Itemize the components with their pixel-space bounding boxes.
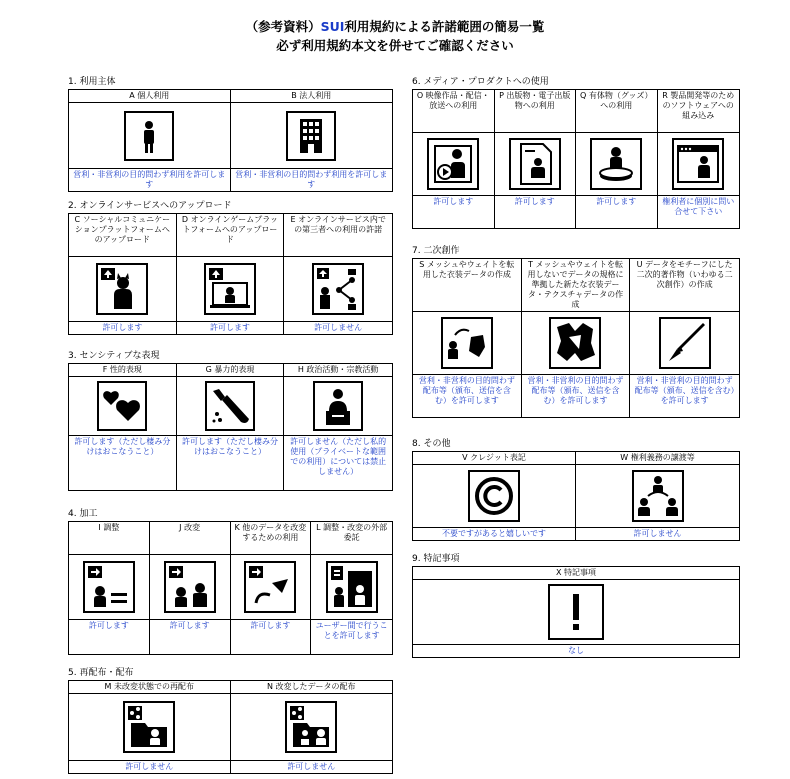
modify-icon xyxy=(150,555,230,620)
item-header: L 調整・改変の外部委託 xyxy=(311,522,392,555)
item-status: 許可しません xyxy=(633,529,682,538)
section-title: 4. 加工 xyxy=(68,509,98,519)
item-header: X 特記事項 xyxy=(413,567,739,580)
item-r xyxy=(658,90,740,228)
page-subtitle: 必ず利用規約本文を併せてご確認ください xyxy=(276,38,514,53)
item-s xyxy=(413,259,522,417)
software-window-icon xyxy=(658,133,740,196)
item-e xyxy=(284,214,392,334)
section-processing xyxy=(68,508,393,655)
item-n xyxy=(231,681,393,773)
section-redistribution xyxy=(68,667,393,774)
publication-icon xyxy=(495,133,576,196)
pen-nib-icon xyxy=(630,312,739,375)
item-status: 営利・非営利の目的問わず配布等（頒布、送信を含む）を許可します xyxy=(418,376,515,405)
section-online-upload xyxy=(68,200,393,335)
item-header: F 性的表現 xyxy=(69,364,176,377)
item-header: U データをモチーフにした二次的著作物（いわゆる二次創作）の作成 xyxy=(630,259,739,312)
item-v xyxy=(413,452,576,540)
item-header: Q 有体物（グッズ）への利用 xyxy=(576,90,657,133)
item-status: 許可します xyxy=(250,621,291,630)
item-status: 許可しません xyxy=(287,762,336,771)
item-status: 営利・非営利の目的問わず配布等（頒布、送信を含む）を許可します xyxy=(527,376,624,405)
section-title: 2. オンラインサービスへのアップロード xyxy=(68,201,232,211)
page-title xyxy=(0,17,790,35)
item-status: 許可しません（ただし私的使用（プライベートな範囲での利用）については禁止しません） xyxy=(290,437,387,476)
item-status: 営利・非営利の目的問わず利用を許可します xyxy=(235,170,388,189)
item-d xyxy=(177,214,285,334)
section-media-products xyxy=(412,76,740,229)
section-title: 9. 特記事項 xyxy=(412,554,460,564)
item-status: 許可します xyxy=(102,323,143,332)
item-header: C ソーシャルコミュニケーションプラットフォームへのアップロード xyxy=(69,214,176,257)
item-t xyxy=(522,259,631,417)
item-status: ユーザー間で行うことを許可します xyxy=(315,621,388,640)
title-suffix: 利用規約による許諾範囲の簡易一覧 xyxy=(344,19,545,34)
item-status: 許可します（ただし棲み分けはおこなうこと） xyxy=(181,437,278,456)
item-status: 許可します xyxy=(169,621,210,630)
item-status: なし xyxy=(568,646,584,655)
section-title: 3. センシティブな表現 xyxy=(68,351,160,361)
section-title: 1. 利用主体 xyxy=(68,77,116,87)
item-header: S メッシュやウェイトを転用した衣装データの作成 xyxy=(413,259,521,312)
outsource-icon xyxy=(311,555,392,620)
speaker-podium-icon xyxy=(284,377,392,436)
figure-goods-icon xyxy=(576,133,657,196)
exclamation-icon xyxy=(413,580,739,645)
item-p xyxy=(495,90,577,228)
item-q xyxy=(576,90,658,228)
item-header: V クレジット表記 xyxy=(413,452,575,465)
item-w xyxy=(576,452,739,540)
item-header: E オンラインサービス内での第三者への利用の許諾 xyxy=(284,214,392,257)
section-title: 6. メディア・プロダクトへの使用 xyxy=(412,77,549,87)
section-title: 5. 再配布・配布 xyxy=(68,668,134,678)
knife-icon xyxy=(177,377,284,436)
item-status: 許可します xyxy=(88,621,129,630)
item-l xyxy=(311,522,392,654)
item-f xyxy=(69,364,177,490)
item-header: O 映像作品・配信・放送への利用 xyxy=(413,90,494,133)
item-status: 許可します xyxy=(433,197,474,206)
item-u xyxy=(630,259,739,417)
item-g xyxy=(177,364,285,490)
redistribute-folder-icon xyxy=(69,694,230,761)
distribute-modified-icon xyxy=(231,694,393,761)
item-header: T メッシュやウェイトを転用しないでデータの規格に準拠した新たな衣装データ・テクスチャデータの作成 xyxy=(522,259,630,312)
use-for-other-data-icon xyxy=(231,555,311,620)
item-status: 権利者に個別に問い合せて下さい xyxy=(662,197,735,216)
costume-transfer-icon xyxy=(413,312,521,375)
upload-game-icon xyxy=(177,257,284,322)
item-header: P 出版物・電子出版物への利用 xyxy=(495,90,576,133)
item-m xyxy=(69,681,231,773)
item-i xyxy=(69,522,150,654)
person-icon xyxy=(69,103,230,169)
item-b xyxy=(231,90,393,191)
item-header: R 製品開発等のためのソフトウェアへの組み込み xyxy=(658,90,740,133)
item-status: 営利・非営利の目的問わず利用を許可します xyxy=(73,170,226,189)
title-accent: SUI xyxy=(320,19,345,34)
item-a xyxy=(69,90,231,191)
title-prefix: （参考資料） xyxy=(245,19,321,34)
item-status: 許可します（ただし棲み分けはおこなうこと） xyxy=(74,437,171,456)
share-third-party-icon xyxy=(284,257,392,322)
video-play-icon xyxy=(413,133,494,196)
item-header: H 政治活動・宗教活動 xyxy=(284,364,392,377)
item-header: G 暴力的表現 xyxy=(177,364,284,377)
item-j xyxy=(150,522,231,654)
item-header: A 個人利用 xyxy=(69,90,230,103)
item-status: 許可します xyxy=(209,323,250,332)
section-title: 8. その他 xyxy=(412,439,451,449)
item-header: N 改変したデータの配布 xyxy=(231,681,393,694)
item-status: 許可します xyxy=(514,197,555,206)
section-derivative xyxy=(412,245,740,418)
costume-new-icon xyxy=(522,312,630,375)
item-header: I 調整 xyxy=(69,522,149,555)
item-header: M 未改変状態での再配布 xyxy=(69,681,230,694)
item-status: 不要ですがあると嬉しいです xyxy=(442,529,546,538)
item-header: J 改変 xyxy=(150,522,230,555)
item-k xyxy=(231,522,312,654)
section-others xyxy=(412,438,740,541)
copyright-icon xyxy=(413,465,575,528)
item-o xyxy=(413,90,495,228)
section-usage-entity xyxy=(68,76,393,192)
item-status: 許可しません xyxy=(314,323,363,332)
item-status: 許可しません xyxy=(125,762,174,771)
rights-transfer-icon xyxy=(576,465,739,528)
office-building-icon xyxy=(231,103,393,169)
item-header: B 法人利用 xyxy=(231,90,393,103)
section-title: 7. 二次創作 xyxy=(412,246,460,256)
item-status: 営利・非営利の目的問わず配布等（頒布、送信を含む）を許可します xyxy=(634,376,735,405)
adjust-icon xyxy=(69,555,149,620)
item-x xyxy=(413,567,739,657)
upload-avatar-icon xyxy=(69,257,176,322)
item-status: 許可します xyxy=(596,197,637,206)
section-special-notes xyxy=(412,553,740,658)
item-h xyxy=(284,364,392,490)
hearts-icon xyxy=(69,377,176,436)
item-header: K 他のデータを改変するための利用 xyxy=(231,522,311,555)
item-c xyxy=(69,214,177,334)
section-sensitive xyxy=(68,350,393,491)
item-header: D オンラインゲームプラットフォームへのアップロード xyxy=(177,214,284,257)
item-header: W 権利義務の譲渡等 xyxy=(576,452,739,465)
